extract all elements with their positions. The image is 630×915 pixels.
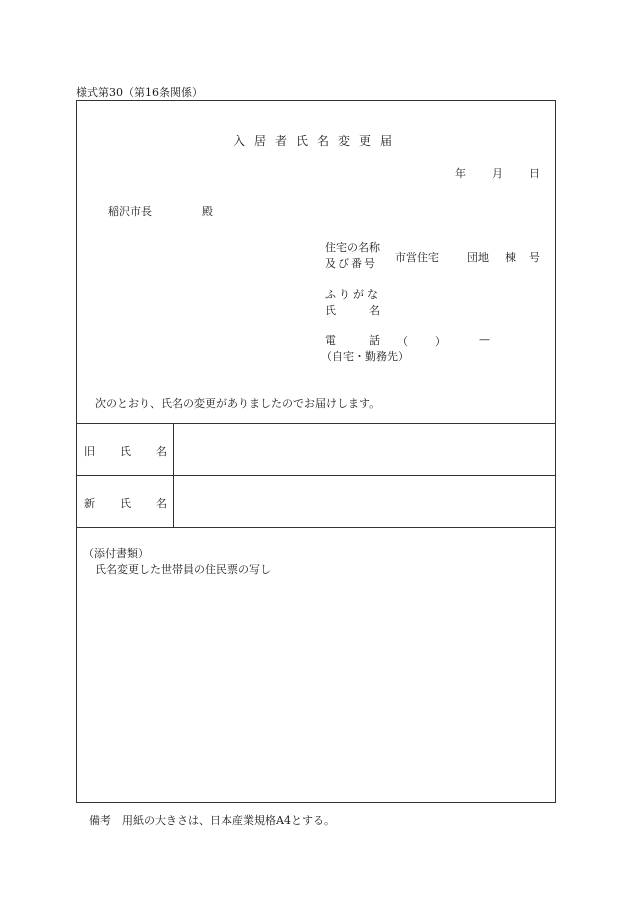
old-name-label-char: 氏: [120, 445, 131, 458]
phone-sub-label: （自宅・勤務先）: [321, 350, 409, 363]
attachments-item: 氏名変更した世帯員の住民票の写し: [95, 563, 271, 576]
old-name-row: [77, 423, 555, 475]
attachments-heading: （添付書類）: [83, 547, 149, 560]
form-frame: [76, 100, 556, 803]
housing-label: [325, 240, 380, 272]
old-name-field[interactable]: [175, 424, 555, 475]
phone-label: 電 話: [325, 334, 380, 347]
housing-value-prefix: 市営住宅: [395, 251, 439, 264]
new-name-label-char: 氏: [120, 497, 131, 510]
recipient-honorific: 殿: [202, 205, 213, 218]
name-label-block: [325, 287, 381, 319]
form-title: 入居者氏名変更届: [232, 134, 401, 148]
new-name-label-char: 名: [156, 497, 167, 510]
recipient: 稲沢市長: [108, 205, 152, 218]
old-name-label-cell: [77, 424, 174, 475]
housing-value-tou: 棟: [505, 251, 516, 264]
phone-value-close: ）: [435, 335, 446, 348]
new-name-field[interactable]: [175, 476, 555, 527]
attachments-section: [77, 527, 555, 803]
phone-value-dash: —: [479, 333, 490, 346]
name-label: 氏 名: [325, 304, 380, 317]
old-name-label-char: 旧: [84, 445, 95, 458]
new-name-row: [77, 475, 555, 527]
date-day-label: 日: [529, 167, 540, 180]
phone-value-open: （: [397, 335, 408, 348]
new-name-label-char: 新: [84, 497, 95, 510]
phone-label-block: [321, 333, 409, 365]
remark: 備考 用紙の大きさは、日本産業規格A4とする。: [89, 814, 335, 827]
date-month-label: 月: [492, 167, 503, 180]
housing-value-gou: 号: [529, 251, 540, 264]
furigana-label: ふりがな: [325, 288, 381, 301]
form-number: 様式第30（第16条関係）: [76, 86, 203, 99]
statement: 次のとおり、氏名の変更がありましたのでお届けします。: [95, 397, 381, 410]
housing-label-line2: 及び番号: [325, 257, 377, 270]
new-name-label-cell: [77, 476, 174, 527]
old-name-label-char: 名: [156, 445, 167, 458]
housing-value-danchi: 団地: [467, 251, 489, 264]
date-year-label: 年: [455, 167, 466, 180]
housing-label-line1: 住宅の名称: [325, 241, 380, 254]
